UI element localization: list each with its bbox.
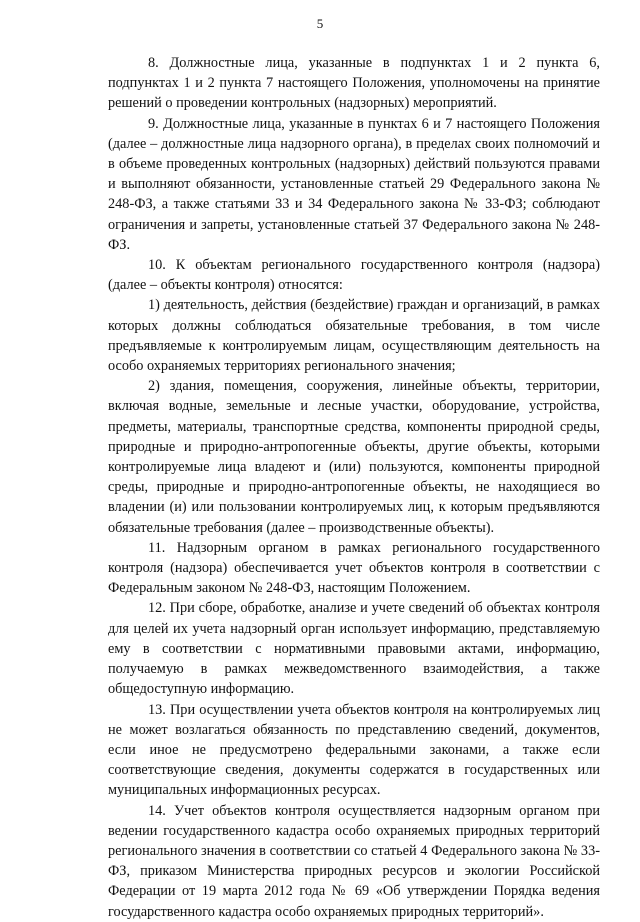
page-number: 5 [316, 16, 324, 31]
paragraph-10-item-1: 1) деятельность, действия (бездействие) граждан и организаций, в рамках которых должны соблюдаться обязательные требования, в том числе предъявляемые к контролируемым лицам, осуществляющим деятельность на особо охраняемых территориях регионального значения; [108, 297, 600, 375]
paragraph-10: 10. К объектам регионального государственного контроля (надзора) (далее – объекты контроля) относятся: [108, 257, 600, 294]
paragraph-12: 12. При сборе, обработке, анализе и учете сведений об объектах контроля для целей их учета надзорный орган использует информацию, представляемую ему в соответствии с нормативными правовыми актами, информацию, получаемую в рамках межведомственного взаимодействия, а также общедоступную информацию. [108, 600, 600, 698]
paragraph-10-item-2: 2) здания, помещения, сооружения, линейные объекты, территории, включая водные, земельные и лесные участки, оборудование, устройства, предметы, материалы, транспортные средства, компоненты природной среды, природные и природно-антропогенные объекты, другие объекты, которыми контролируемые лица владеют и (или) пользуются, компоненты природной среды, природные и природно-антропогенные объекты, не находящиеся во владении (и) или пользовании контролируемых лиц, к которым предъявляются обязательные требования (далее – производственные объекты). [108, 378, 600, 536]
paragraph-9: 9. Должностные лица, указанные в пунктах 6 и 7 настоящего Положения (далее – должностные лица надзорного органа), в пределах своих полномочий и в объеме проведенных контрольных (надзорных) действий пользуются правами и выполняют обязанности, установленные статьей 29 Федерального закона № 248-ФЗ, а также статьями 33 и 34 Федерального закона № 33-ФЗ; соблюдают ограничения и запреты, установленные статьей 37 Федерального закона № 248-ФЗ. [108, 115, 600, 253]
document-body [108, 53, 600, 922]
paragraph-11: 11. Надзорным органом в рамках регионального государственного контроля (надзора) обеспечивается учет объектов контроля в соответствии с Федеральным законом № 248-ФЗ, настоящим Положением. [108, 539, 600, 597]
paragraph-14: 14. Учет объектов контроля осуществляется надзорным органом при ведении государственного кадастра особо охраняемых природных территорий регионального значения в соответствии со статьей 4 Федерального закона № 33-ФЗ, приказом Министерства природных ресурсов и экологии Российской Федерации от 19 марта 2012 года № 69 «Об утверждении Порядка ведения государственного кадастра особо охраняемых природных территорий». [108, 802, 600, 920]
paragraph-13: 13. При осуществлении учета объектов контроля на контролируемых лиц не может возлагаться обязанность по представлению сведений, документов, если иное не предусмотрено федеральными законами, а также если соответствующие сведения, документы содержатся в государственных или муниципальных информационных ресурсах. [108, 701, 600, 799]
paragraph-8: 8. Должностные лица, указанные в подпунктах 1 и 2 пункта 6, подпунктах 1 и 2 пункта 7 настоящего Положения, уполномочены на принятие решений о проведении контрольных (надзорных) мероприятий. [108, 55, 600, 112]
